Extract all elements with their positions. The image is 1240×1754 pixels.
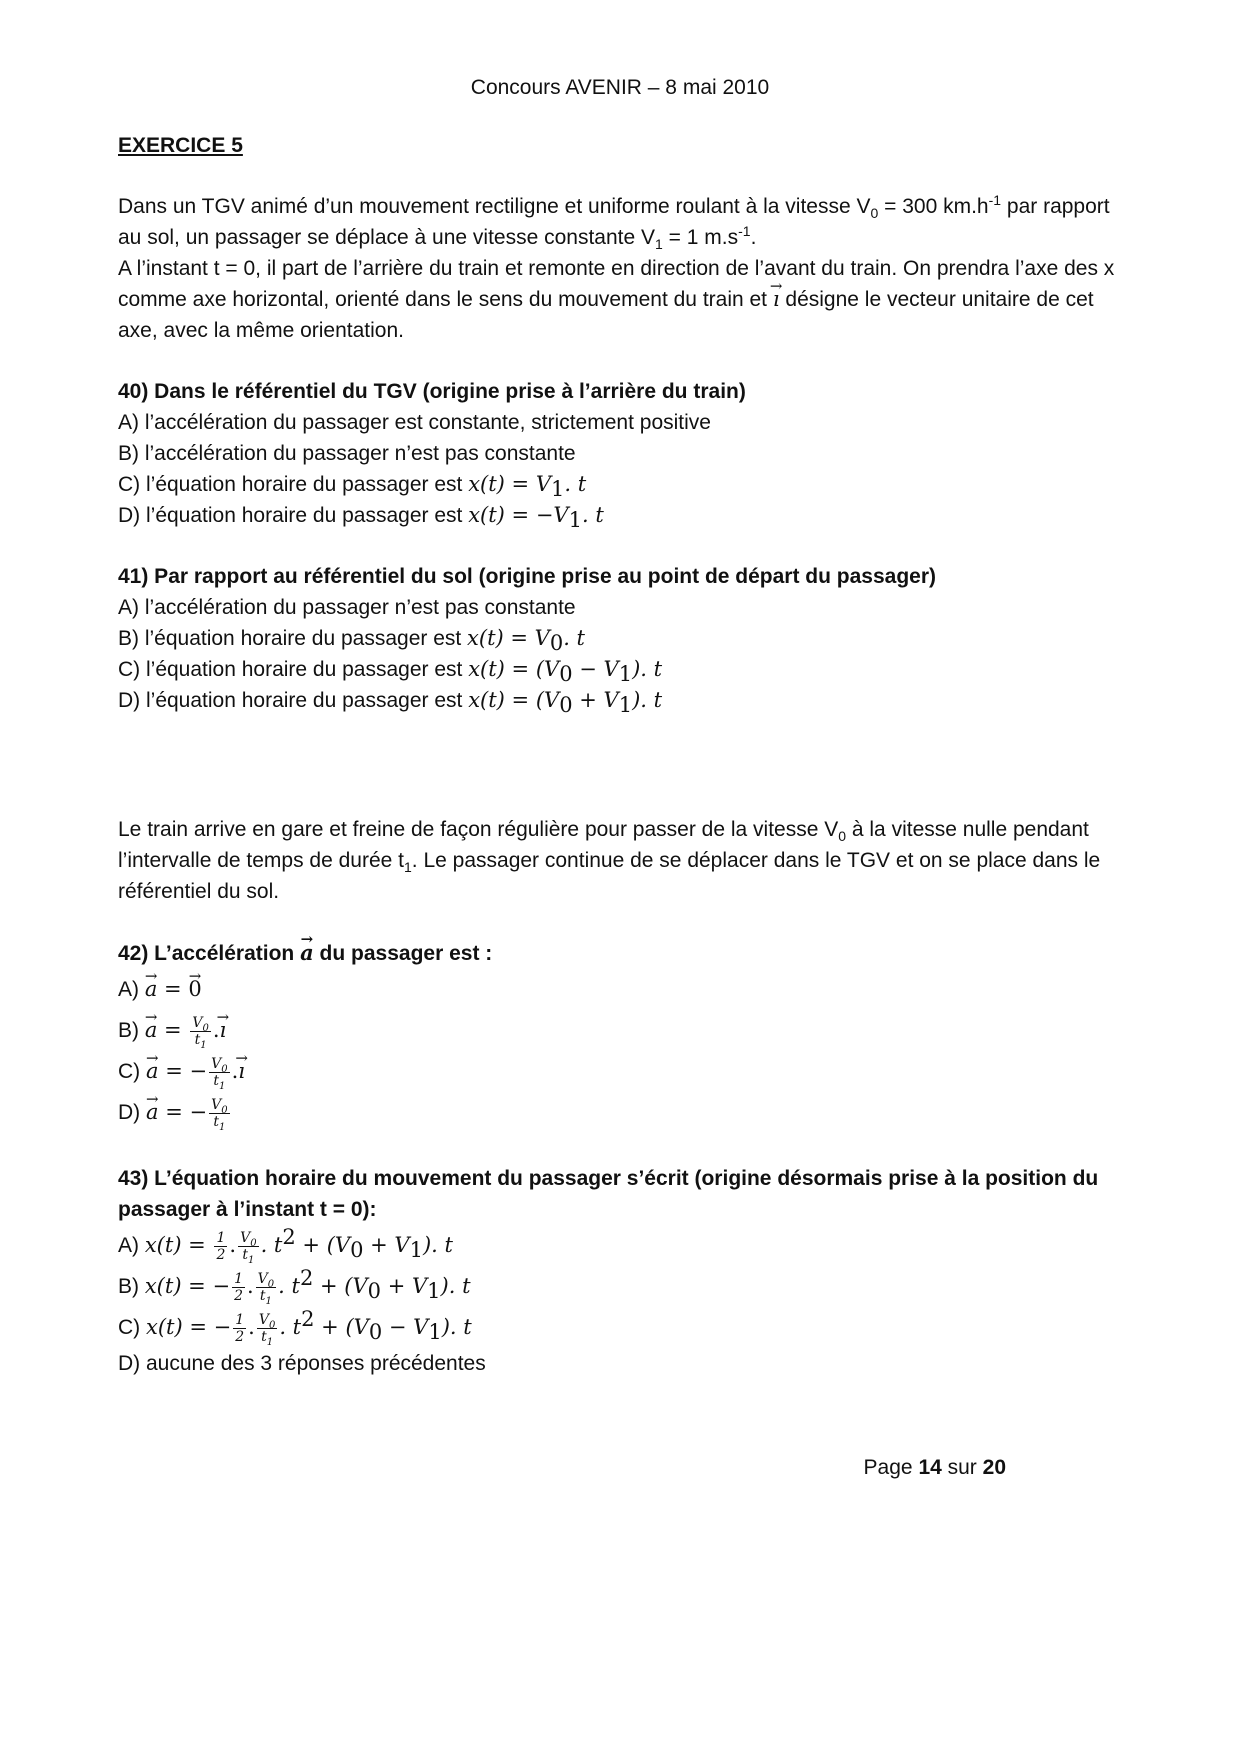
math: V — [192, 1014, 203, 1031]
acceleration-vector: → a — [145, 969, 158, 1009]
fraction-numerator — [209, 1056, 230, 1073]
option-label: D) — [118, 1101, 146, 1124]
math: = − — [158, 1059, 208, 1083]
math: x(t) = V — [467, 626, 550, 650]
math: x(t) = (V — [468, 657, 560, 681]
option-label: B) — [118, 1019, 145, 1042]
title-part: du passager est : — [313, 942, 493, 965]
math: t — [213, 1072, 219, 1089]
braking-text-part: à la vitesse nulle pendant l’intervalle de temps de durée t — [118, 818, 1089, 872]
math: . t — [564, 472, 587, 496]
math: . t — [279, 1315, 302, 1339]
subscript: 0 — [267, 1278, 275, 1290]
subscript: 1 — [266, 1336, 274, 1348]
math: x(t) = − — [144, 1274, 231, 1298]
subscript: 1 — [247, 1254, 255, 1266]
superscript: 2 — [301, 1307, 315, 1331]
q43-option-b — [118, 1266, 1128, 1307]
fraction-numerator — [256, 1271, 277, 1288]
q42-option-c — [118, 1051, 1128, 1092]
page-header: Concours AVENIR – 8 mai 2010 — [470, 76, 770, 99]
unit-vector-i: → ı — [773, 284, 780, 315]
acceleration-vector: → a — [146, 1051, 159, 1091]
math: . t — [260, 1233, 283, 1257]
question-43 — [118, 1163, 1128, 1379]
q41-option-b — [118, 623, 1128, 654]
math: V — [257, 1270, 268, 1287]
subscript: 0 — [221, 1063, 228, 1075]
q40-option-b: B) l’accélération du passager n’est pas constante — [118, 442, 576, 465]
option-text: B) l’équation horaire du passager est — [118, 627, 468, 650]
subscript: 1 — [618, 662, 633, 687]
intro-text-part: = 300 km.h — [878, 195, 989, 218]
fraction-v0-t1 — [257, 1311, 278, 1348]
math: + V — [363, 1233, 410, 1257]
math: t — [261, 1328, 267, 1345]
math: V — [211, 1096, 222, 1113]
acceleration-vector: → a — [300, 937, 314, 968]
q40-option-d — [118, 500, 1128, 531]
option-text: C) l’équation horaire du passager est — [118, 658, 469, 681]
intro-paragraph-1 — [118, 191, 1128, 253]
question-42 — [118, 937, 1128, 1133]
q41-option-c — [118, 654, 1128, 685]
intro-text-part: . — [750, 226, 757, 249]
subscript: 1 — [409, 1238, 423, 1263]
fraction-denominator — [209, 1072, 230, 1092]
math: x(t) = (V — [468, 688, 560, 712]
subscript: 0 — [838, 828, 847, 845]
page-total: 20 — [982, 1456, 1006, 1479]
math: . — [248, 1315, 255, 1339]
math: . t — [563, 626, 585, 650]
math: V — [211, 1055, 222, 1072]
fraction-denominator — [209, 1113, 230, 1133]
subscript: 1 — [265, 1295, 272, 1307]
subscript: 0 — [221, 1104, 228, 1116]
fraction-denominator — [238, 1246, 259, 1266]
math: . t — [278, 1274, 300, 1298]
page-footer — [864, 1452, 1006, 1483]
subscript: 0 — [549, 631, 564, 656]
subscript: 1 — [428, 1320, 442, 1345]
subscript: 0 — [250, 1237, 257, 1249]
math: x(t) = V — [468, 472, 551, 496]
subscript: 0 — [268, 1319, 276, 1331]
superscript: 2 — [299, 1266, 314, 1290]
question-40 — [118, 376, 1128, 531]
math: t — [213, 1113, 219, 1130]
math: + (V — [295, 1233, 351, 1257]
q42-option-a — [118, 969, 1128, 1010]
subscript: 1 — [218, 1121, 226, 1133]
zero-vector: → 0 — [188, 969, 201, 1009]
braking-text-part: Le train arrive en gare et freine de façon régulière pour passer de la vitesse V — [118, 818, 839, 841]
fraction-one-half — [233, 1312, 246, 1345]
option-label: B) — [118, 1275, 145, 1298]
subscript: 1 — [404, 859, 412, 876]
spacer — [118, 746, 1128, 814]
fraction-one-half — [232, 1271, 245, 1304]
subscript: 0 — [368, 1320, 383, 1345]
math: x(t) = — [144, 1233, 213, 1257]
math: . — [246, 1274, 254, 1298]
subscript: 0 — [367, 1279, 382, 1304]
fraction-denominator: 2 — [216, 1246, 226, 1263]
intro-text-part: = 1 m.s — [662, 226, 739, 249]
fraction-denominator: 2 — [234, 1287, 243, 1304]
option-label: C) — [118, 1316, 146, 1339]
math: t — [194, 1031, 201, 1048]
math: x(t) = −V — [468, 503, 569, 527]
subscript: 1 — [568, 508, 582, 533]
braking-text — [118, 814, 1128, 907]
question-41 — [118, 561, 1128, 716]
intro-text — [118, 191, 1128, 346]
page-content — [118, 130, 1128, 1409]
math: = — [157, 1018, 189, 1042]
subscript: 0 — [559, 662, 573, 687]
fraction-denominator — [190, 1031, 211, 1051]
subscript: 0 — [202, 1022, 209, 1034]
q40-option-c — [118, 469, 1128, 500]
subscript: 1 — [200, 1039, 207, 1051]
fraction-numerator — [238, 1230, 259, 1247]
fraction-denominator — [256, 1287, 277, 1307]
question-43-title: 43) L’équation horaire du mouvement du passager s’écrit (origine désormais prise à la position du passager à l’instant t = 0): — [118, 1167, 1099, 1221]
acceleration-vector: → a — [145, 1010, 158, 1050]
page-label: Page — [863, 1456, 919, 1479]
acceleration-vector: → a — [146, 1092, 159, 1132]
math: . — [229, 1233, 237, 1257]
fraction-v0-t1 — [209, 1096, 230, 1133]
superscript: -1 — [738, 223, 751, 239]
braking-paragraph — [118, 814, 1128, 907]
subscript: 0 — [870, 205, 879, 222]
fraction-denominator — [257, 1328, 278, 1348]
q43-option-a — [118, 1225, 1128, 1266]
math: ). t — [632, 657, 663, 681]
math: x(t) = − — [146, 1315, 232, 1339]
fraction-numerator: 1 — [235, 1311, 245, 1328]
fraction-denominator: 2 — [235, 1328, 245, 1345]
option-text: D) l’équation horaire du passager est — [118, 689, 469, 712]
math: ). t — [441, 1315, 472, 1339]
fraction-numerator: 1 — [234, 1270, 243, 1287]
unit-vector-i: → ı — [238, 1051, 245, 1091]
braking-text-part: . Le passager continue de se déplacer dans le TGV et on se place dans le référentiel du sol. — [118, 849, 1101, 903]
page-separator: sur — [941, 1456, 983, 1479]
math: + V — [572, 688, 619, 712]
math: ). t — [422, 1233, 453, 1257]
superscript: -1 — [988, 192, 1002, 208]
fraction-v0-t1 — [209, 1055, 230, 1092]
question-42-title — [118, 937, 1128, 969]
subscript: 1 — [655, 236, 663, 253]
intro-paragraph-2 — [118, 253, 1128, 346]
fraction-numerator — [209, 1097, 230, 1114]
math: + (V — [313, 1274, 368, 1298]
fraction-numerator: 1 — [216, 1229, 226, 1246]
math: ). t — [632, 688, 663, 712]
math: ). t — [440, 1274, 471, 1298]
superscript: 2 — [282, 1225, 296, 1249]
subscript: 0 — [559, 693, 573, 718]
question-40-title: 40) Dans le référentiel du TGV (origine prise à l’arrière du train) — [118, 380, 746, 403]
q42-option-b — [118, 1010, 1128, 1051]
fraction-v0-t1 — [190, 1014, 211, 1051]
page-number: 14 — [918, 1456, 942, 1479]
q41-option-d — [118, 685, 1128, 716]
math: V — [240, 1229, 251, 1246]
subscript: 1 — [427, 1279, 441, 1304]
q43-option-c — [118, 1307, 1128, 1348]
math: . — [212, 1018, 220, 1042]
math: = — [157, 977, 189, 1001]
math: + (V — [314, 1315, 369, 1339]
subscript: 1 — [218, 1080, 226, 1092]
intro-text-part: Dans un TGV animé d’un mouvement rectiligne et uniforme roulant à la vitesse V — [118, 195, 871, 218]
fraction-v0-t1 — [256, 1270, 277, 1307]
q41-option-a: A) l’accélération du passager n’est pas constante — [118, 596, 576, 619]
math: + V — [381, 1274, 428, 1298]
option-text: C) l’équation horaire du passager est — [118, 473, 469, 496]
intro-text-part: A l’instant t = 0, il part de l’arrière du train et remonte en direction de l’avant du train. On prendra l’axe des x comme axe horizontal, orienté dans le sens du mouvement du train et — [118, 257, 1115, 311]
option-text: D) l’équation horaire du passager est — [118, 504, 469, 527]
subscript: 0 — [350, 1238, 364, 1263]
intro-text-part: désigne le vecteur unitaire de cet axe, avec la même orientation. — [118, 288, 1094, 342]
q42-option-d — [118, 1092, 1128, 1133]
q43-option-d: D) aucune des 3 réponses précédentes — [118, 1352, 486, 1375]
unit-vector-i: → ı — [220, 1010, 227, 1050]
intro-text-part: par rapport au sol, un passager se déplace à une vitesse constante V — [118, 195, 1110, 249]
math: = − — [158, 1100, 208, 1124]
subscript: 1 — [550, 477, 565, 502]
math: − V — [382, 1315, 429, 1339]
fraction-v0-t1 — [238, 1229, 259, 1266]
math: . — [231, 1059, 239, 1083]
math: t — [259, 1287, 266, 1304]
math: . t — [581, 503, 604, 527]
math: − V — [572, 657, 619, 681]
option-label: C) — [118, 1060, 146, 1083]
fraction-one-half — [214, 1230, 227, 1263]
question-41-title: 41) Par rapport au référentiel du sol (origine prise au point de départ du passager) — [118, 565, 937, 588]
option-label: A) — [118, 978, 145, 1001]
title-part: 42) L’accélération — [118, 942, 301, 965]
fraction-numerator — [190, 1015, 211, 1032]
subscript: 1 — [618, 693, 633, 718]
exercise-title: EXERCICE 5 — [118, 134, 243, 157]
fraction-numerator — [257, 1312, 278, 1329]
option-label: A) — [118, 1234, 145, 1257]
math: V — [258, 1311, 269, 1328]
q40-option-a: A) l’accélération du passager est constante, strictement positive — [118, 411, 711, 434]
math: t — [242, 1246, 248, 1263]
